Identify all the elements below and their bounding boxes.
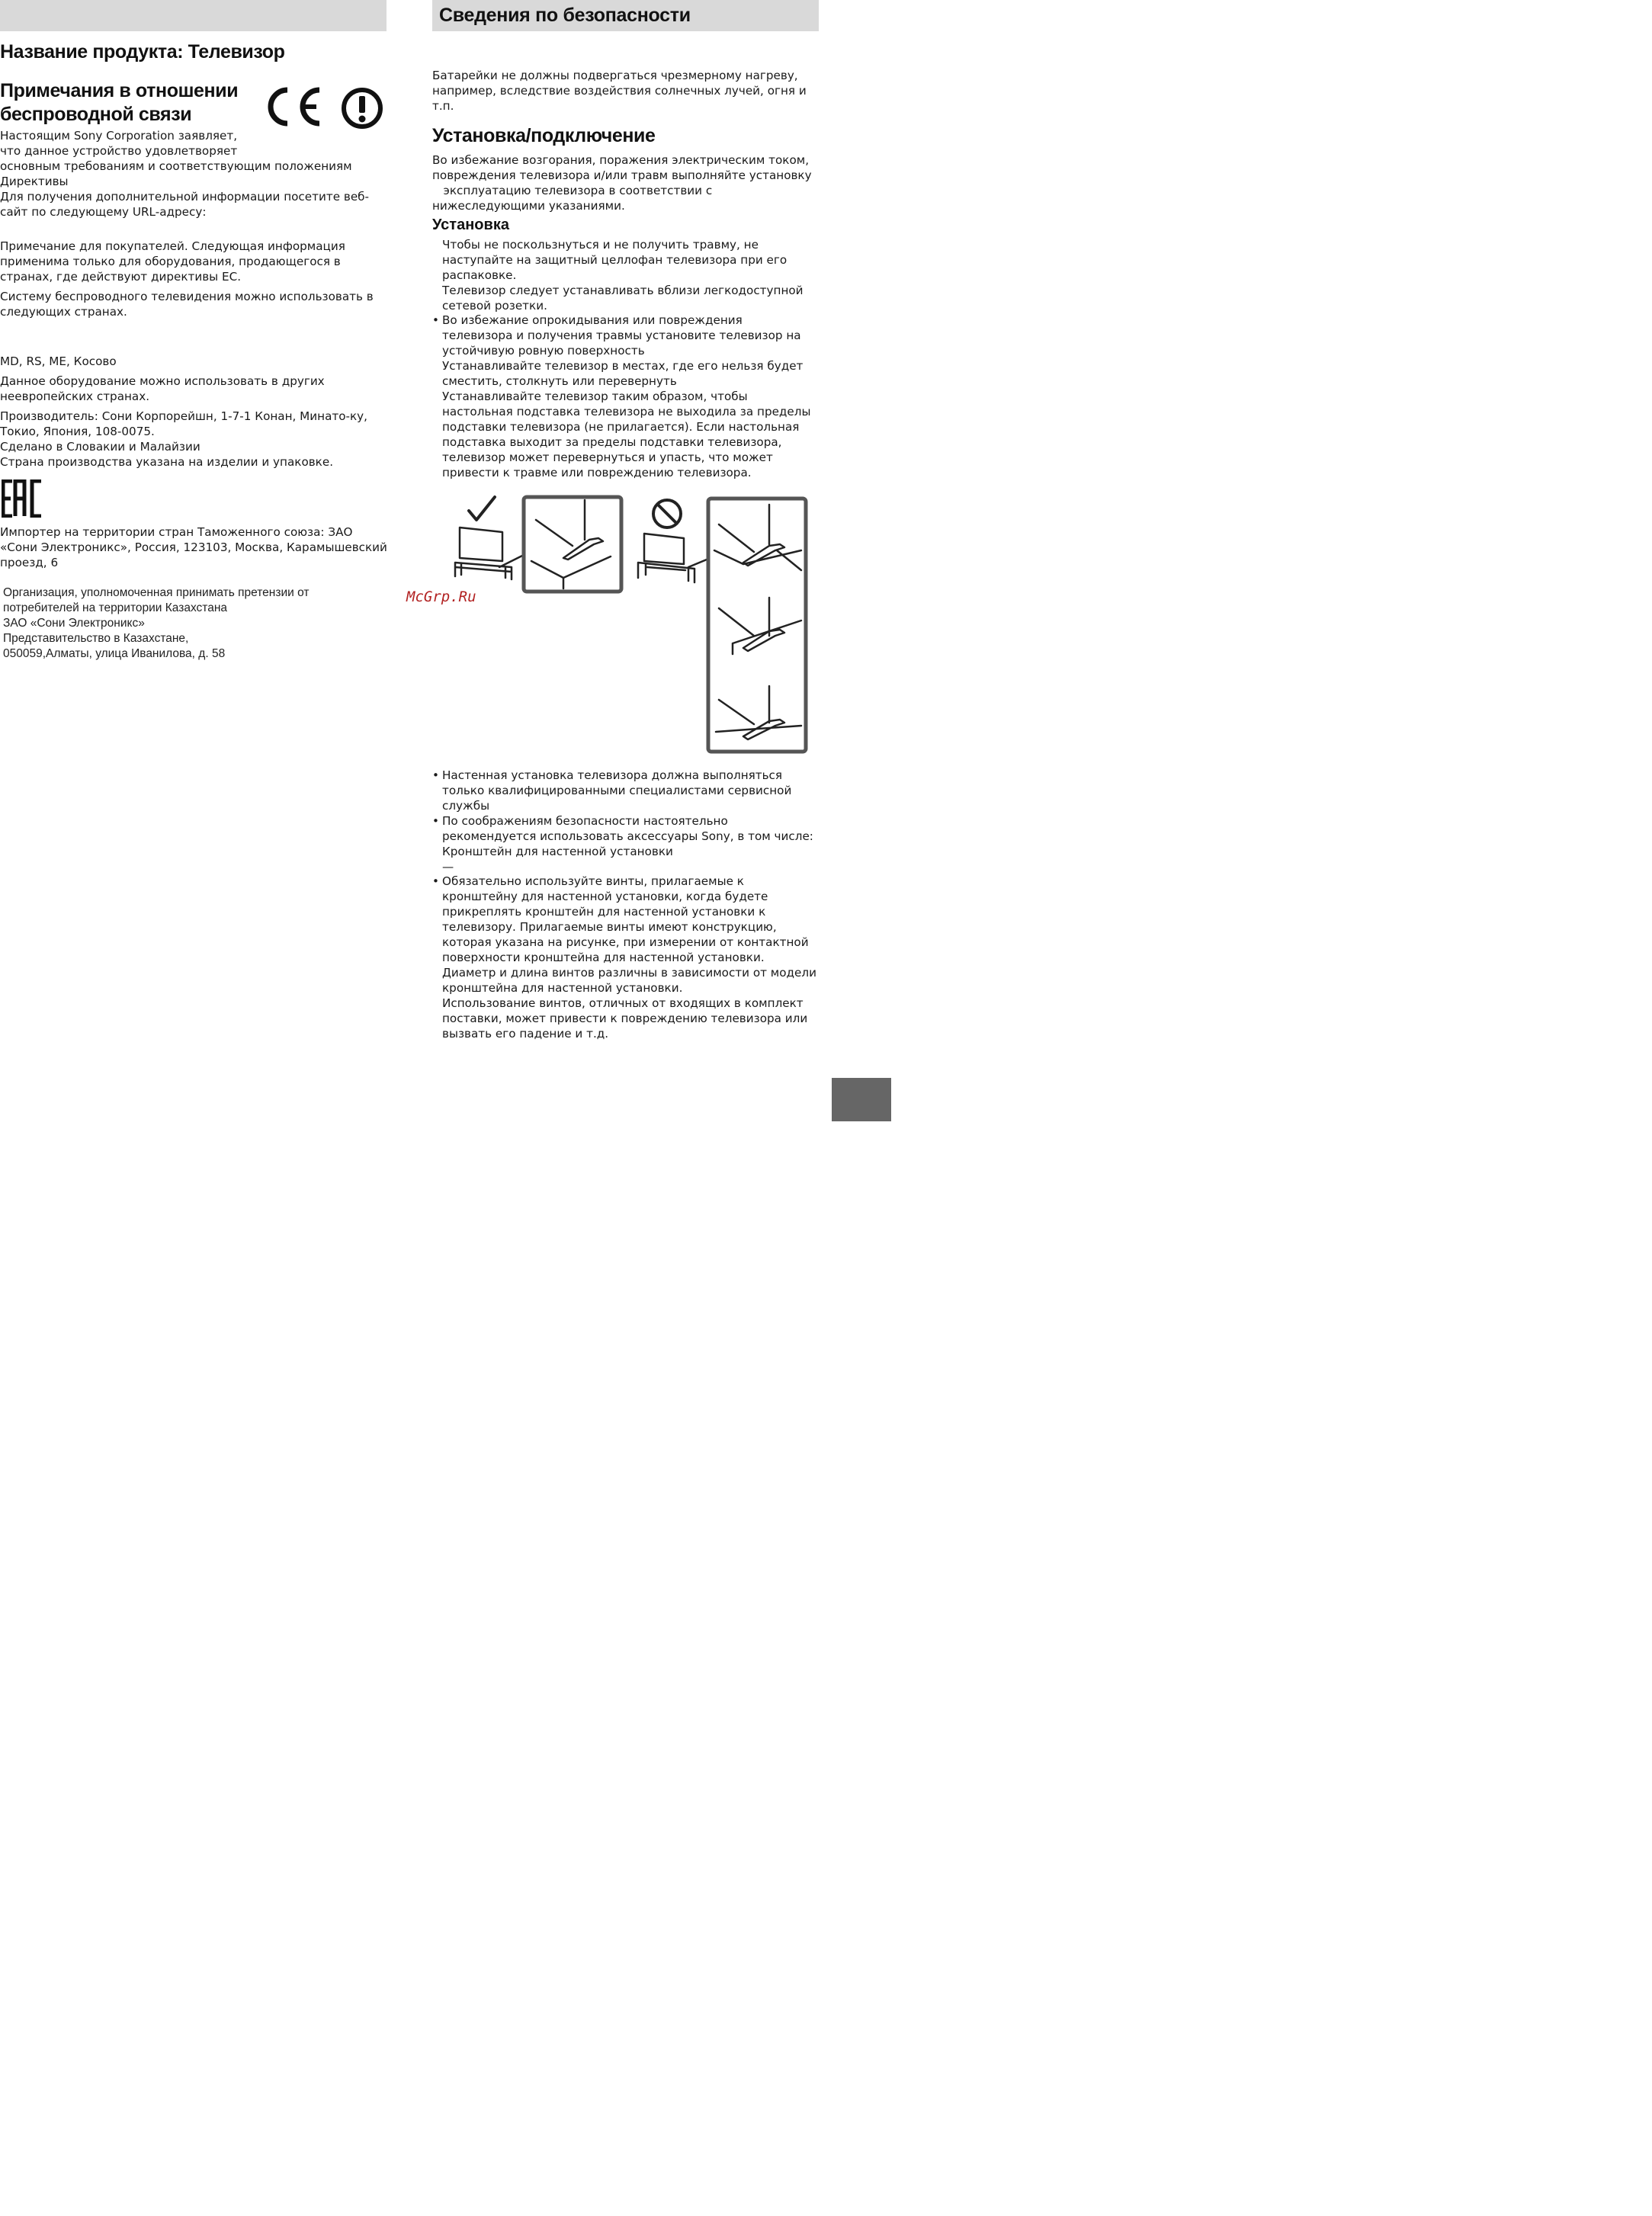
watermark-text: McGrp.Ru — [406, 588, 476, 605]
bullet-icon: • — [432, 313, 439, 327]
install-block-1: Чтобы не поскользнуться и не получить травму, не наступайте на защитный целлофан телевизора при его распаковке. Телевизор следует устанавливать вблизи легкодоступной сетевой розетки. — [442, 238, 804, 313]
wireless-heading: Примечания в отношении беспроводной связи — [0, 80, 239, 125]
install-heading: Установка — [432, 216, 509, 233]
bullet-icon: • — [432, 814, 439, 828]
checkmark-icon — [469, 497, 495, 520]
declaration-text: Настоящим Sony Corporation заявляет, что данное устройство удовлетворяет основным требованиям и соответствующим положениям Директивы Для получения дополнительной информации посетите веб- сайт по следующему URL-адресу: — [0, 129, 370, 219]
install-connect-heading: Установка/подключение — [432, 125, 656, 146]
install-bullet-tipping: • Во избежание опрокидывания или повреждения телевизора и получения травмы установите телевизор на устойчивую ровную поверхность Устанавливайте телевизор в местах, где его нельзя будет сместить, столкнуть или перевернуть Устанавливайте телевизор таким образом, чтобы настольная подставка телевизора не выходила за пределы подставки телевизора (не прилагается). Если настольная подставка выходит за пределы подставки телевизора, телевизор может перевернуться и упасть, что может привести к травме или повреждению телевизора. — [432, 313, 811, 479]
bullet-icon: • — [432, 874, 439, 888]
safety-section-title: Сведения по безопасности — [439, 5, 691, 26]
ce-mark-icon — [261, 85, 324, 128]
eac-logo — [2, 479, 44, 518]
right-header-bar — [432, 0, 819, 31]
importer-text: Импортер на территории стран Таможенного союза: ЗАО «Сони Электроникс», Россия, 123103, Москва, Карамышевский проезд, 6 — [0, 525, 387, 569]
countries-text: Систему беспроводного телевидения можно использовать в следующих странах. — [0, 290, 374, 319]
countries-list: MD, RS, ME, Косово — [0, 354, 117, 368]
wall-bullet-screws: • Обязательно используйте винты, прилагаемые к кронштейну для настенной установки, когда будете прикреплять кронштейн для настенной установки к телевизору. Прилагаемые винты имеют конструкцию, которая указана на рисунке, при измерении от контактной поверхности кронштейна для настенной установки. Диаметр и длина винтов различны в зависимости от модели кронштейна для настенной установки. Использование винтов, отличных от входящих в комплект поставки, может привести к повреждению телевизора или вызвать его падение и т.д. — [432, 874, 816, 1041]
non-eu-text: Данное оборудование можно использовать в других неевропейских странах. — [0, 374, 325, 403]
alert-class2-icon — [341, 87, 383, 130]
wall-bullet-qualified: • Настенная установка телевизора должна выполняться только квалифицированными специалистами сервисной службы — [432, 768, 792, 813]
product-name-title: Название продукта: Телевизор — [0, 41, 285, 63]
batteries-text: Батарейки не должны подвергаться чрезмерному нагреву, например, вследствие воздействия солнечных лучей, огня и т.п. — [432, 69, 807, 113]
bullet-icon: • — [432, 768, 439, 782]
left-column — [0, 0, 389, 660]
tv-placement-illustration — [451, 494, 809, 757]
page-side-tab — [832, 1078, 891, 1121]
install-connect-text: Во избежание возгорания, поражения электрическим током, повреждения телевизора и/или травм выполняйте установку эксплуатацию телевизора в соответствии с нижеследующими указаниями. — [432, 153, 812, 213]
wall-bullet-accessories: • По соображениям безопасности настоятельно рекомендуется использовать аксессуары Sony, в том числе: Кронштейн для настенной установки — — [432, 814, 813, 874]
manufacturer-text: Производитель: Сони Корпорейшн, 1-7-1 Конан, Минато-ку, Токио, Япония, 108-0075. Сделано в Словакии и Малайзии Страна производства указана на изделии и упаковке. — [0, 409, 367, 469]
prohibited-icon — [653, 500, 681, 528]
kazakhstan-claims-text: Организация, уполномоченная принимать претензии от потребителей на территории Казахстана ЗАО «Сони Электроникс» Представительство в Казахстане, 050059,Алматы, улица Иванилова, д. 58 — [3, 586, 310, 660]
left-header-bar — [0, 0, 387, 31]
customers-note: Примечание для покупателей. Следующая информация применима только для оборудования, продающегося в странах, где действуют директивы ЕС. — [0, 239, 345, 284]
